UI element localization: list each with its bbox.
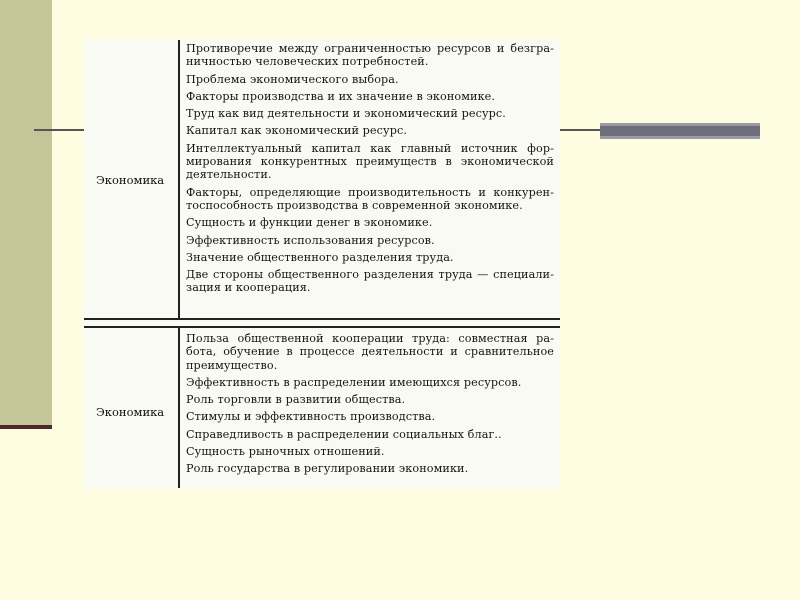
- topic-item: Сущность и функции денег в экономике.: [186, 216, 433, 230]
- topic-item: Факторы, определяющие производительность и конкурен-тоспособность производства в современной экономике.: [186, 185, 554, 212]
- topic-item: Эффективность использования ресурсов.: [186, 233, 435, 247]
- side-band: [0, 0, 52, 427]
- category-cell: [84, 40, 180, 318]
- topics-list: [180, 40, 560, 318]
- topic-item: Стимулы и эффективность производства.: [186, 410, 436, 424]
- category-label: Экономика: [96, 405, 165, 419]
- topic-item: Сущность рыночных отношений.: [186, 445, 385, 459]
- topic-item: Польза общественной кооперации труда: совместная ра-бота, обучение в процессе деятельности и сравнительное преимущество.: [186, 332, 554, 372]
- category-cell: [84, 328, 180, 488]
- scanned-table-image: [84, 40, 560, 488]
- topic-item: Справедливость в распределении социальных благ..: [186, 427, 502, 441]
- topics-list: [180, 328, 560, 488]
- topic-item: Роль торговли в развитии общества.: [186, 393, 406, 407]
- topic-item: Факторы производства и их значение в экономике.: [186, 89, 496, 103]
- topic-item: Капитал как экономический ресурс.: [186, 124, 407, 138]
- topic-item: Роль государства в регулировании экономики.: [186, 462, 469, 476]
- topic-item: Интеллектуальный капитал как главный источник фор-мирования конкурентных преимуществ в экономической деятельности.: [186, 141, 554, 182]
- divider-left: [34, 129, 86, 131]
- topic-table-1: [84, 40, 560, 320]
- topic-item: Две стороны общественного разделения труда — специали-зация и кооперация.: [186, 268, 554, 295]
- side-band-edge: [0, 425, 52, 429]
- topic-item: Эффективность в распределении имеющихся ресурсов.: [186, 375, 522, 389]
- topic-item: Труд как вид деятельности и экономический ресурс.: [186, 107, 506, 121]
- category-label: Экономика: [96, 173, 165, 187]
- topic-item: Проблема экономического выбора.: [186, 72, 399, 86]
- topic-item: Противоречие между ограниченностью ресурсов и безгра-ничностью человеческих потребностей.: [186, 42, 554, 69]
- topic-item: Значение общественного разделения труда.: [186, 250, 454, 264]
- topic-table-2: [84, 326, 560, 488]
- divider-right: [560, 129, 600, 131]
- divider-right-bar: [600, 123, 760, 139]
